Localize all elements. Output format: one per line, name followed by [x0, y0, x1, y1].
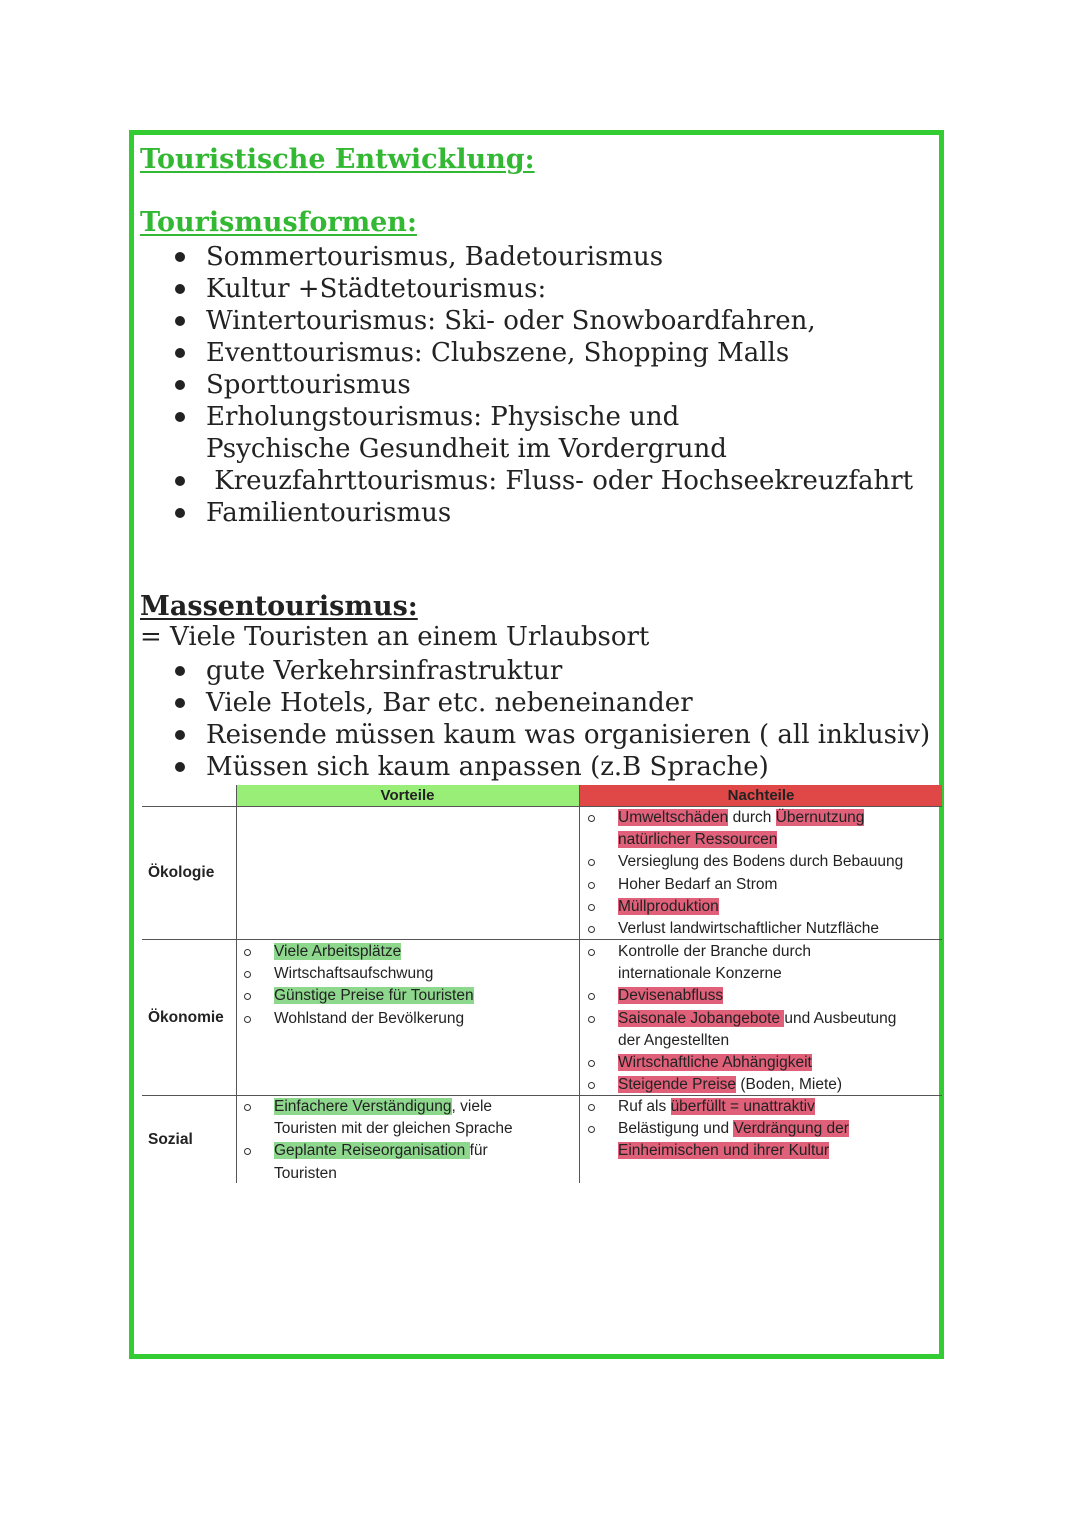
pro-con-table — [142, 785, 942, 1183]
list-item: Günstige Preise für Touristen — [236, 985, 576, 1007]
massentourismus-definition: = Viele Touristen an einem Urlaubsort — [140, 622, 650, 652]
list-item: Saisonale Jobangebote und Ausbeutung der Angestellten — [580, 1008, 920, 1052]
tourismusformen-list — [175, 241, 913, 529]
header-nachteile: Nachteile — [580, 785, 942, 806]
sozial-nachteile — [580, 1096, 870, 1163]
list-item: gute Verkehrsinfrastruktur — [175, 655, 930, 687]
massentourismus-heading: Massentourismus: — [140, 591, 418, 622]
row-label-sozial: Sozial — [148, 1131, 193, 1148]
header-vorteile: Vorteile — [236, 785, 579, 806]
list-item: Sporttourismus — [175, 369, 913, 401]
list-item: Geplante Reiseorganisation für Touristen — [236, 1140, 546, 1184]
list-item: Müllproduktion — [580, 896, 940, 918]
list-item: Devisenabfluss — [580, 985, 920, 1007]
list-item: Einfachere Verständigung, viele Touristen mit der gleichen Sprache — [236, 1096, 546, 1140]
page-title: Touristische Entwicklung: — [140, 144, 535, 175]
list-item: Eventtourismus: Clubszene, Shopping Malls — [175, 337, 913, 369]
list-item: Kultur +Städtetourismus: — [175, 273, 913, 305]
list-item: Verlust landwirtschaftlicher Nutzfläche — [580, 918, 940, 940]
row-label-oekologie: Ökologie — [148, 864, 215, 881]
list-item: Steigende Preise (Boden, Miete) — [580, 1074, 920, 1096]
list-item: Sommertourismus, Badetourismus — [175, 241, 913, 273]
list-item: Wirtschaftsaufschwung — [236, 963, 576, 985]
list-item: Viele Arbeitsplätze — [236, 941, 576, 963]
list-item: Viele Hotels, Bar etc. nebeneinander — [175, 687, 930, 719]
list-item: Reisende müssen kaum was organisieren ( all inklusiv) — [175, 719, 930, 751]
oekonomie-nachteile — [580, 941, 920, 1096]
list-item: Wintertourismus: Ski- oder Snowboardfahren, — [175, 305, 913, 337]
list-item: Müssen sich kaum anpassen (z.B Sprache) — [175, 751, 930, 783]
list-item: Belästigung und Verdrängung der Einheimischen und ihrer Kultur — [580, 1118, 870, 1162]
oekonomie-vorteile — [236, 941, 576, 1030]
list-item: Wohlstand der Bevölkerung — [236, 1008, 576, 1030]
oekologie-nachteile — [580, 807, 940, 940]
massentourismus-list — [175, 655, 930, 783]
list-item: Kontrolle der Branche durch internationale Konzerne — [580, 941, 838, 985]
list-item: Wirtschaftliche Abhängigkeit — [580, 1052, 920, 1074]
list-item: Versieglung des Bodens durch Bebauung — [580, 851, 940, 873]
list-item: Umweltschäden durch Übernutzung natürlicher Ressourcen — [580, 807, 940, 851]
list-item: Erholungstourismus: Physische und Psychische Gesundheit im Vordergrund — [175, 401, 826, 465]
row-label-oekonomie: Ökonomie — [148, 1009, 224, 1026]
sozial-vorteile — [236, 1096, 546, 1185]
list-item: Kreuzfahrttourismus: Fluss- oder Hochseekreuzfahrt — [175, 465, 913, 497]
list-item: Familientourismus — [175, 497, 913, 529]
tourismusformen-heading: Tourismusformen: — [140, 207, 417, 238]
list-item: Ruf als überfüllt = unattraktiv — [580, 1096, 870, 1118]
list-item: Hoher Bedarf an Strom — [580, 874, 940, 896]
